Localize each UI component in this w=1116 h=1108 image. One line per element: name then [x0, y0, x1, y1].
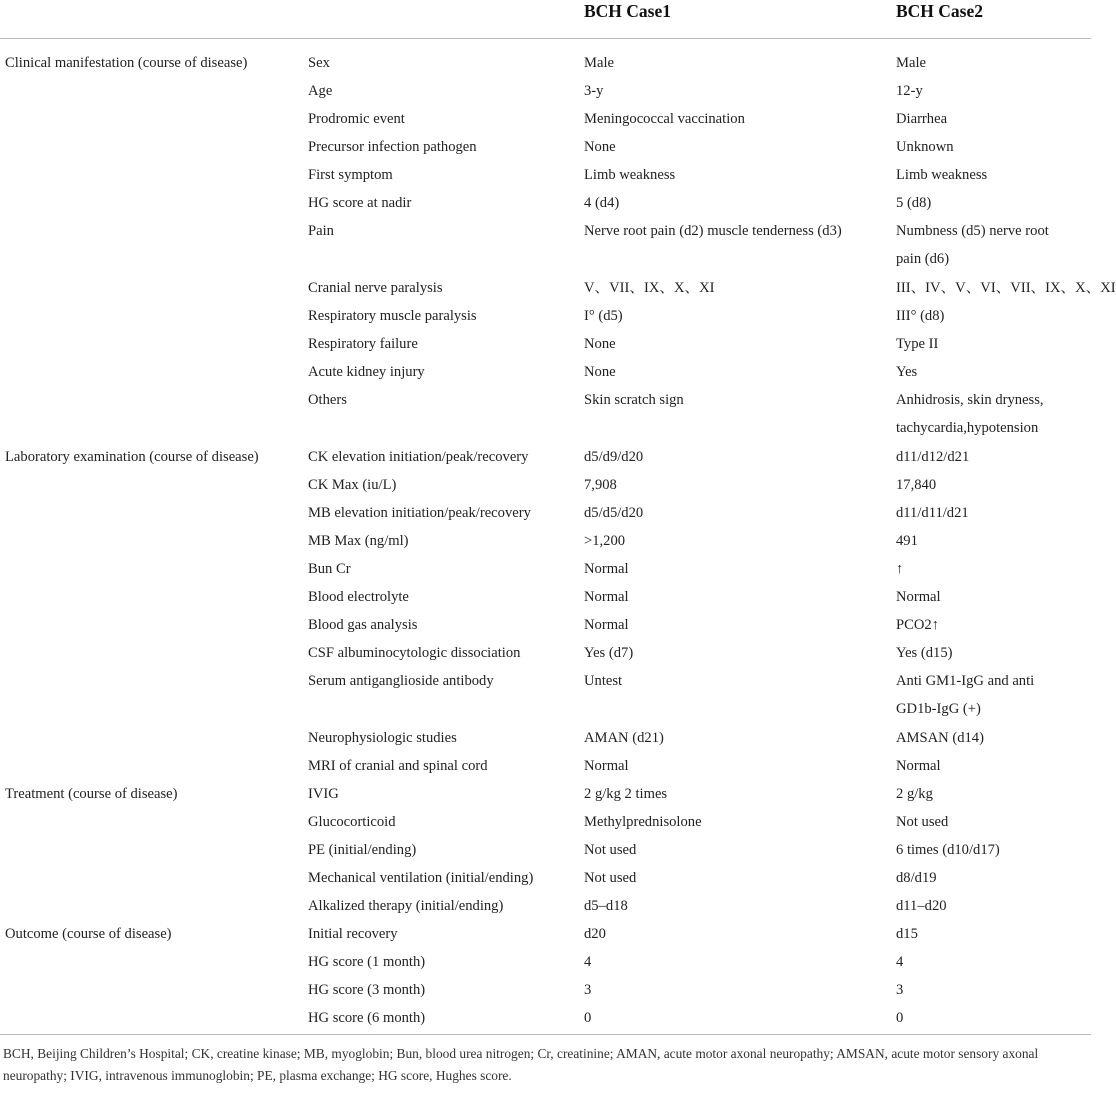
table-footnote: BCH, Beijing Children’s Hospital; CK, creatine kinase; MB, myoglobin; Bun, blood urea nitrogen; Cr, creatinine; AMAN, acute motor axonal neuropathy; AMSAN, acute motor sensory axonal neuropathy; IVIG, intravenous immunoglobin; PE, plasma exchange; HG score, Hughes score. [3, 1046, 1039, 1083]
column-header-case2: BCH Case2 [896, 1, 984, 21]
case2-value-line: III、IV、V、VI、VII、IX、X、XI [896, 280, 1116, 296]
case1-value [584, 443, 884, 471]
case2-value-line: tachycardia,hypotension [896, 420, 1039, 436]
case2-value-line: 6 times (d10/d17) [896, 842, 1000, 858]
table-row [0, 948, 1091, 976]
item-label: Age [308, 83, 333, 99]
table-row [0, 330, 1091, 358]
item-label: Respiratory muscle paralysis [308, 308, 477, 324]
table-row [0, 189, 1091, 217]
case2-value [896, 836, 1086, 864]
item-label: MRI of cranial and spinal cord [308, 758, 488, 774]
case2-value-line: d15 [896, 926, 918, 942]
case2-value [896, 443, 1086, 471]
case2-value [896, 274, 1116, 302]
table-row [0, 555, 1091, 583]
case1-value-line: Male [584, 55, 614, 71]
case2-value-line: Anti GM1-IgG and anti [896, 673, 1035, 689]
case1-value-line: Limb weakness [584, 167, 676, 183]
case1-value-line: V、VII、IX、X、XI [584, 280, 715, 296]
case1-value [584, 667, 884, 695]
table-row [0, 527, 1091, 555]
section-label: Clinical manifestation (course of disease) [5, 55, 248, 71]
table-row [0, 443, 1091, 471]
case2-value-line: pain (d6) [896, 251, 950, 267]
table-row [0, 976, 1091, 1004]
case1-value-line: Not used [584, 842, 637, 858]
table-row [0, 836, 1091, 864]
case1-value [584, 1004, 884, 1032]
case2-value-line: 0 [896, 1010, 904, 1026]
case2-value [896, 49, 1086, 77]
item-label: Mechanical ventilation (initial/ending) [308, 870, 534, 886]
case2-value [896, 527, 1086, 555]
case1-value [584, 330, 884, 358]
item-label: HG score (3 month) [308, 982, 426, 998]
case1-value-line: d20 [584, 926, 606, 942]
case1-value [584, 724, 884, 752]
case1-value-line: d5/d5/d20 [584, 505, 644, 521]
case1-value [584, 864, 884, 892]
case1-value [584, 386, 884, 414]
table-row [0, 864, 1091, 892]
case2-value [896, 780, 1086, 808]
case2-value-line: 3 [896, 982, 904, 998]
case1-value-line: Untest [584, 673, 623, 689]
case1-value-line: 4 [584, 954, 592, 970]
case1-value-line: d5/d9/d20 [584, 449, 644, 465]
case2-value [896, 667, 1086, 723]
table-row [0, 105, 1091, 133]
case2-value [896, 948, 1086, 976]
case1-value-line: Skin scratch sign [584, 392, 684, 408]
case1-value [584, 49, 884, 77]
case2-value-line: Type II [896, 336, 939, 352]
case2-value-line: Normal [896, 758, 941, 774]
case1-value-line: Yes (d7) [584, 645, 634, 661]
case1-value-line: Normal [584, 617, 629, 633]
case1-value [584, 836, 884, 864]
item-label: Respiratory failure [308, 336, 418, 352]
section-label: Treatment (course of disease) [5, 786, 178, 802]
case1-value [584, 189, 884, 217]
case2-value-line: ↑ [896, 561, 904, 577]
table-row [0, 752, 1091, 780]
case1-value [584, 527, 884, 555]
item-label: HG score (6 month) [308, 1010, 426, 1026]
case2-value-line: GD1b-IgG (+) [896, 701, 981, 717]
case1-value [584, 892, 884, 920]
item-label: HG score (1 month) [308, 954, 426, 970]
case2-value-line: Numbness (d5) nerve root [896, 223, 1049, 239]
item-label: Neurophysiologic studies [308, 730, 457, 746]
item-label: Precursor infection pathogen [308, 139, 477, 155]
table-row [0, 471, 1091, 499]
item-label: MB Max (ng/ml) [308, 533, 409, 549]
item-label: Pain [308, 223, 334, 239]
item-label: Serum antiganglioside antibody [308, 673, 494, 689]
case1-value [584, 555, 884, 583]
case2-value [896, 639, 1086, 667]
case1-value-line: 3-y [584, 83, 604, 99]
item-label: Blood gas analysis [308, 617, 418, 633]
case2-value [896, 386, 1086, 442]
table-row [0, 892, 1091, 920]
case2-value-line: Anhidrosis, skin dryness, [896, 392, 1044, 408]
case2-value [896, 161, 1086, 189]
case1-value-line: Methylprednisolone [584, 814, 702, 830]
case2-value [896, 105, 1086, 133]
table-row [0, 49, 1091, 77]
case1-value [584, 780, 884, 808]
case2-value [896, 330, 1086, 358]
case2-value [896, 555, 1086, 583]
case2-value-line: 5 (d8) [896, 195, 932, 211]
item-label: Cranial nerve paralysis [308, 280, 443, 296]
case1-value [584, 217, 884, 245]
case1-value [584, 499, 884, 527]
case2-value [896, 358, 1086, 386]
case2-value-line: d11–d20 [896, 898, 947, 914]
case1-value [584, 358, 884, 386]
table-row [0, 920, 1091, 948]
case2-value [896, 724, 1086, 752]
item-label: Alkalized therapy (initial/ending) [308, 898, 504, 914]
table-row [0, 133, 1091, 161]
table-row [0, 667, 1091, 724]
case2-value [896, 583, 1086, 611]
case1-value-line: 0 [584, 1010, 592, 1026]
case1-value-line: Normal [584, 589, 629, 605]
case2-value [896, 808, 1086, 836]
case1-value-line: 2 g/kg 2 times [584, 786, 668, 802]
case2-value-line: III° (d8) [896, 308, 945, 324]
case1-value-line: Normal [584, 758, 629, 774]
case2-value [896, 920, 1086, 948]
case2-value [896, 217, 1086, 273]
table-row [0, 161, 1091, 189]
case1-value-line: 3 [584, 982, 592, 998]
case2-value-line: Diarrhea [896, 111, 948, 127]
table-row [0, 780, 1091, 808]
case1-value [584, 302, 884, 330]
table-row [0, 386, 1091, 443]
table-row [0, 302, 1091, 330]
case2-value-line: Normal [896, 589, 941, 605]
case1-value [584, 920, 884, 948]
case2-value-line: AMSAN (d14) [896, 730, 984, 746]
item-label: IVIG [308, 786, 339, 802]
item-label: First symptom [308, 167, 393, 183]
case2-value-line: d8/d19 [896, 870, 937, 886]
case2-value-line: 4 [896, 954, 904, 970]
case1-value-line: >1,200 [584, 533, 626, 549]
case2-value-line: Limb weakness [896, 167, 988, 183]
case2-value-line: 491 [896, 533, 918, 549]
case1-value-line: I° (d5) [584, 308, 623, 324]
case2-value [896, 892, 1086, 920]
case1-value [584, 105, 884, 133]
table-row [0, 358, 1091, 386]
column-header-case1: BCH Case1 [584, 1, 672, 21]
item-label: CK elevation initiation/peak/recovery [308, 449, 529, 465]
item-label: MB elevation initiation/peak/recovery [308, 505, 531, 521]
item-label: CK Max (iu/L) [308, 477, 397, 493]
case2-value [896, 864, 1086, 892]
case1-value [584, 77, 884, 105]
case1-value-line: Normal [584, 561, 629, 577]
case1-value [584, 948, 884, 976]
case1-value-line: Meningococcal vaccination [584, 111, 745, 127]
case2-value-line: d11/d11/d21 [896, 505, 969, 521]
case1-value-line: 7,908 [584, 477, 617, 493]
case1-value [584, 471, 884, 499]
case1-value [584, 583, 884, 611]
case2-value [896, 189, 1086, 217]
case1-value [584, 611, 884, 639]
table-header [0, 0, 1091, 39]
case2-value [896, 611, 1086, 639]
case1-value [584, 639, 884, 667]
case2-value [896, 471, 1086, 499]
table-body [0, 39, 1116, 1032]
item-label: HG score at nadir [308, 195, 412, 211]
case2-value-line: Unknown [896, 139, 954, 155]
table-row [0, 499, 1091, 527]
case2-value-line: Yes [896, 364, 918, 380]
table-row [0, 724, 1091, 752]
section-label: Outcome (course of disease) [5, 926, 172, 942]
case1-value [584, 808, 884, 836]
case2-value [896, 133, 1086, 161]
case1-value-line: None [584, 336, 616, 352]
item-label: Blood electrolyte [308, 589, 409, 605]
item-label: Prodromic event [308, 111, 405, 127]
case1-value-line: None [584, 139, 616, 155]
case2-value [896, 302, 1086, 330]
item-label: Others [308, 392, 347, 408]
case2-value-line: d11/d12/d21 [896, 449, 970, 465]
case1-value [584, 133, 884, 161]
case2-value-line: PCO2↑ [896, 617, 939, 633]
case2-value [896, 1004, 1086, 1032]
table-row [0, 639, 1091, 667]
case1-value-line: None [584, 364, 616, 380]
table-row [0, 1004, 1091, 1032]
section-label: Laboratory examination (course of disease) [5, 449, 259, 465]
case1-value-line: AMAN (d21) [584, 730, 664, 746]
case1-value-line: 4 (d4) [584, 195, 620, 211]
item-label: Acute kidney injury [308, 364, 425, 380]
case2-value-line: Yes (d15) [896, 645, 953, 661]
case1-value [584, 976, 884, 1004]
table-row [0, 611, 1091, 639]
table-row [0, 274, 1116, 302]
table-row [0, 77, 1091, 105]
item-label: Glucocorticoid [308, 814, 396, 830]
case2-value-line: 12-y [896, 83, 923, 99]
item-label: Sex [308, 55, 330, 71]
table-row [0, 217, 1091, 274]
case1-value [584, 752, 884, 780]
case1-value-line: Nerve root pain (d2) muscle tenderness (d3) [584, 223, 842, 239]
case2-value-line: Not used [896, 814, 949, 830]
case1-value [584, 161, 884, 189]
case2-value [896, 976, 1086, 1004]
case1-value-line: Not used [584, 870, 637, 886]
item-label: CSF albuminocytologic dissociation [308, 645, 521, 661]
case2-value [896, 499, 1086, 527]
item-label: Initial recovery [308, 926, 398, 942]
item-label: Bun Cr [308, 561, 351, 577]
case2-value [896, 752, 1086, 780]
table-row [0, 583, 1091, 611]
table-row [0, 808, 1091, 836]
item-label: PE (initial/ending) [308, 842, 417, 858]
case2-value [896, 77, 1086, 105]
case1-value-line: d5–d18 [584, 898, 628, 914]
case2-value-line: 17,840 [896, 477, 937, 493]
case1-value [584, 274, 884, 302]
case2-value-line: 2 g/kg [896, 786, 933, 802]
case2-value-line: Male [896, 55, 926, 71]
